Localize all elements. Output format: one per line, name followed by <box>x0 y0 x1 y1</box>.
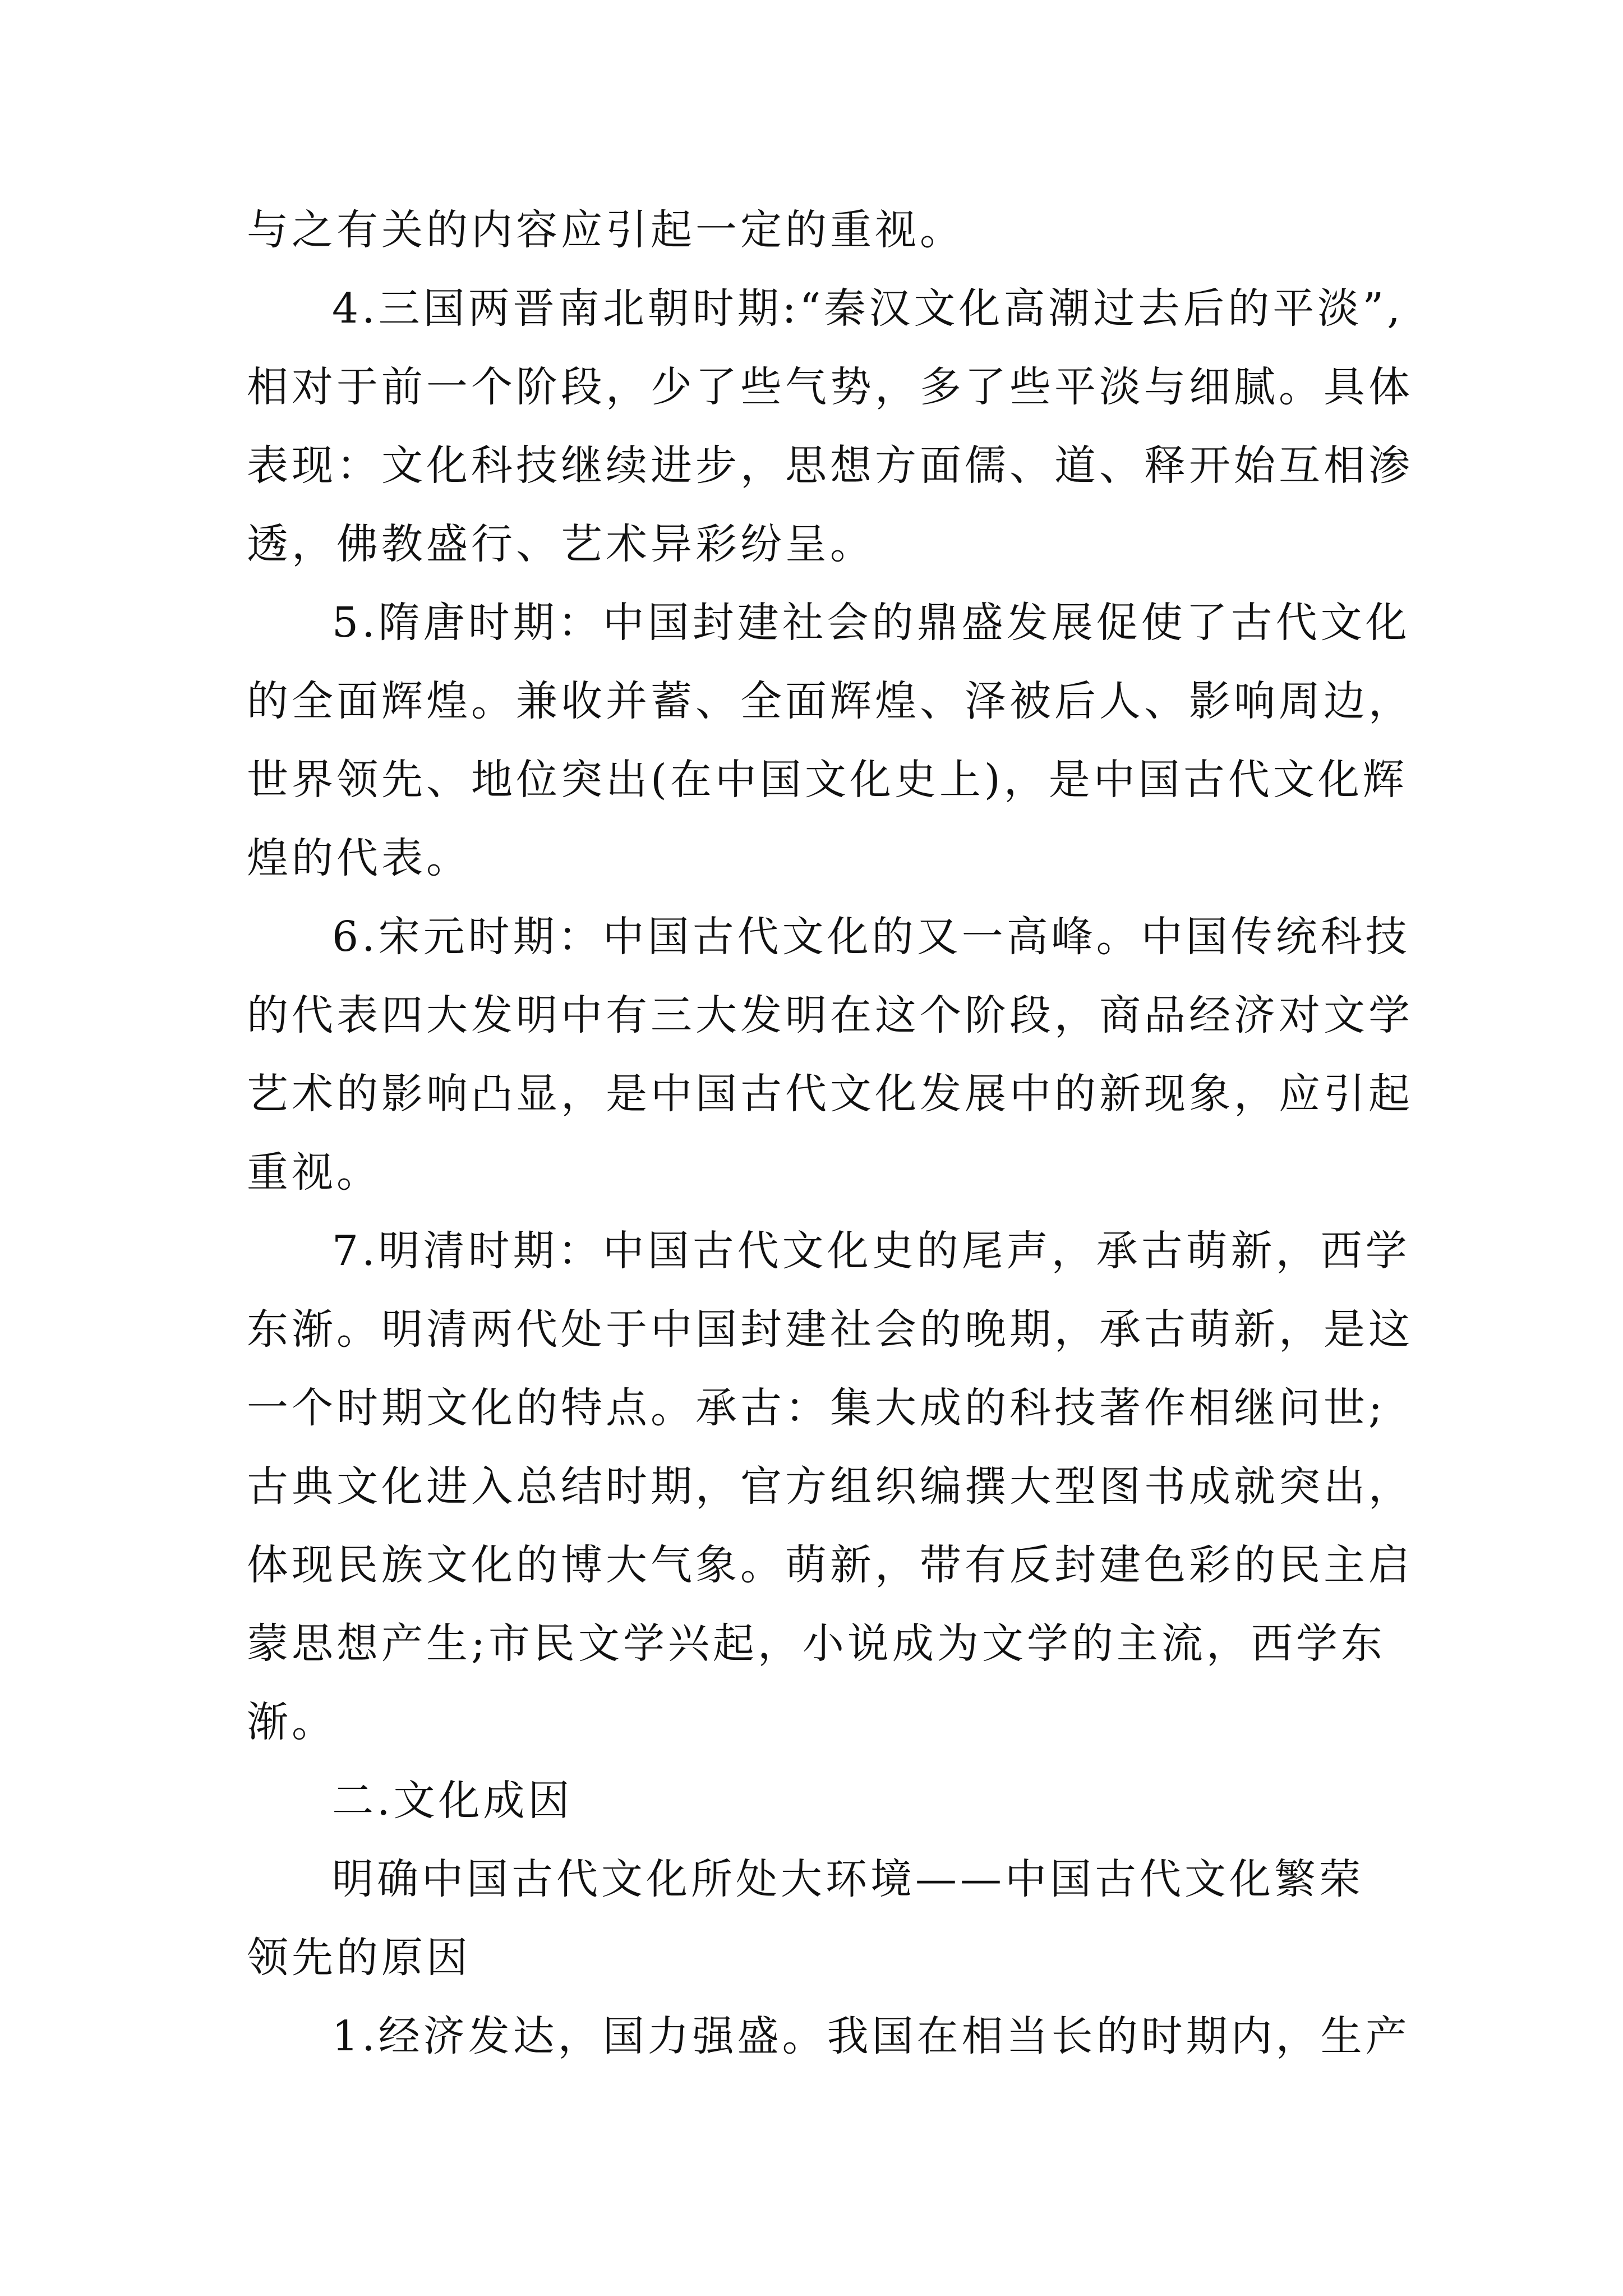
text-line: 领先的原因 <box>247 1934 471 1982</box>
text-line: 明确中国古代文化所处大环境——中国古代文化繁荣 <box>332 1855 1364 1903</box>
text-line: 世界领先、地位突出(在中国文化史上)，是中国古代文化辉 <box>247 756 1408 804</box>
text-line: 与之有关的内容应引起一定的重视。 <box>247 206 965 254</box>
text-line: 煌的代表。 <box>247 834 471 882</box>
text-line: 6.宋元时期：中国古代文化的又一高峰。中国传统科技 <box>332 913 1410 961</box>
text-line: 的代表四大发明中有三大发明在这个阶段，商品经济对文学 <box>247 991 1413 1039</box>
document-body <box>247 191 1413 2076</box>
text-line: 东渐。明清两代处于中国封建社会的晚期，承古萌新，是这 <box>247 1305 1413 1354</box>
text-line: 渐。 <box>247 1698 336 1746</box>
text-line: 相对于前一个阶段，少了些气势，多了些平淡与细腻。具体 <box>247 363 1413 411</box>
text-line: 蒙思想产生;市民文学兴起，小说成为文学的主流，西学东 <box>247 1619 1386 1668</box>
text-line: 一个时期文化的特点。承古：集大成的科技著作相继问世; <box>247 1384 1386 1432</box>
text-line: 的全面辉煌。兼收并蓄、全面辉煌、泽被后人、影响周边， <box>247 677 1413 725</box>
text-line: 透，佛教盛行、艺术异彩纷呈。 <box>247 520 875 568</box>
text-line: 表现：文化科技继续进步，思想方面儒、道、释开始互相渗 <box>247 441 1413 490</box>
text-line: 艺术的影响凸显，是中国古代文化发展中的新现象，应引起 <box>247 1070 1413 1118</box>
text-line: 4.三国两晋南北朝时期:“秦汉文化高潮过去后的平淡”, <box>332 284 1404 333</box>
text-line: 古典文化进入总结时期，官方组织编撰大型图书成就突出， <box>247 1462 1413 1511</box>
section-heading: 二.文化成因 <box>332 1777 573 1825</box>
text-line: 7.明清时期：中国古代文化史的尾声，承古萌新，西学 <box>332 1227 1410 1275</box>
text-line: 5.隋唐时期：中国封建社会的鼎盛发展促使了古代文化 <box>332 599 1410 647</box>
text-line: 体现民族文化的博大气象。萌新，带有反封建色彩的民主启 <box>247 1541 1413 1589</box>
text-line: 1.经济发达，国力强盛。我国在相当长的时期内，生产 <box>332 2012 1410 2060</box>
text-line: 重视。 <box>247 1148 381 1197</box>
